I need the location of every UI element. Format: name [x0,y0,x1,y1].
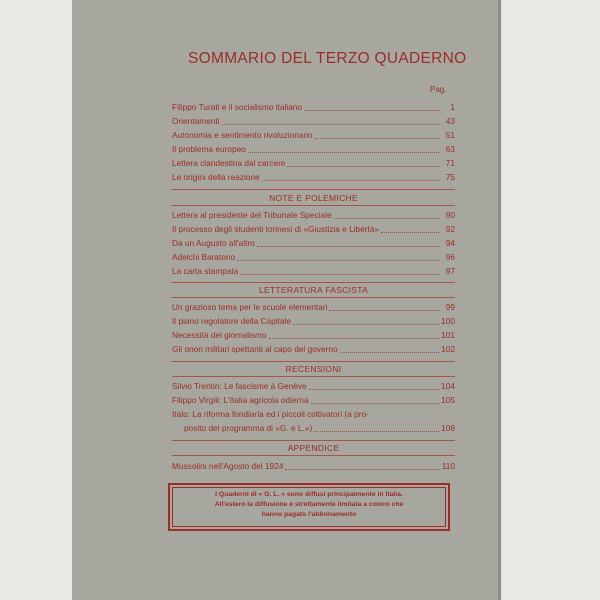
leader-dots [240,266,439,275]
toc-entry-title: Lettera clandestina dal carcere [172,158,286,168]
page-title: SOMMARIO DEL TERZO QUADERNO [188,50,467,67]
leader-dots [293,316,439,325]
toc-entry [172,250,455,264]
toc-entry-title: Necessità del giornalismo [172,330,267,340]
distribution-notice-box [168,483,450,531]
toc-entry-page: 75 [445,172,455,182]
notice-line: All'estero la diffusione è strettamente limitata a coloro che [214,501,404,508]
toc-entry [172,407,455,421]
leader-dots [340,344,439,353]
toc-entry-title: Il problema europeo [172,144,246,154]
toc-entry-title: Orientamenti [172,116,220,126]
section-rule [172,455,455,456]
toc-entry-title: Adelchi Baratono [172,252,236,262]
toc-entry-title: Filippo Turati e il socialismo italiano [172,102,303,112]
toc-entry-page: 96 [445,252,455,262]
leader-dots [285,461,439,470]
leader-dots [309,381,439,390]
leader-dots [314,423,439,432]
toc-entry-page: 63 [445,144,455,154]
toc-entry-page: 106 [441,423,455,433]
toc-entry-title: Autonomia e sentimento rivoluzionario [172,130,313,140]
toc-entry [172,314,455,328]
toc-entry [172,379,455,393]
toc-entry-page: 90 [445,210,455,220]
toc-entry-page: 71 [445,158,455,168]
toc-entry-page: 97 [445,266,455,276]
toc-entry-page: 102 [441,344,455,354]
toc-entry-page: 105 [441,395,455,405]
leader-dots [237,252,439,261]
toc-entry [172,393,455,407]
toc-entry [172,100,455,114]
section-heading: APPENDICE [287,443,340,453]
toc-entry [172,264,455,278]
toc-entry-title: Da un Augusto all'altro [172,238,255,248]
toc-entry [172,328,455,342]
toc-entry-title: Silvio Trentin: Le fascisme à Genève [172,381,307,391]
toc-entry-title: Gli onori militari spettanti al capo del governo [172,344,338,354]
toc-entry-page: 1 [450,102,455,112]
toc-entry-title: Un grazioso tema per le scuole elementari [172,302,328,312]
toc-entry-title: Mussolini nell'Agosto del 1924 [172,461,284,471]
toc-entry-page: 104 [441,381,455,391]
toc-entry-title: Filippo Virgili: L'Italia agricola odierna [172,395,309,405]
toc-entry-title: La carta stampata [172,266,239,276]
toc-entry [172,459,455,473]
section-rule [172,205,455,206]
toc-entry [172,128,455,142]
leader-dots [315,130,439,139]
toc-entry [172,114,455,128]
section-heading: NOTE E POLEMICHE [269,193,358,203]
toc-entry-page: 94 [445,238,455,248]
page-edge [498,0,501,600]
leader-dots [311,395,439,404]
toc-entry [172,170,455,184]
leader-dots [381,224,439,233]
toc-entry-page: 43 [445,116,455,126]
toc-entry [172,236,455,250]
leader-dots [304,102,439,111]
toc-entry-continuation [184,421,455,435]
toc-entry-page: 100 [441,316,455,326]
toc-entry-title: posito del programma di «G. e L.») [184,423,313,433]
toc-entry [172,208,455,222]
notice-line: hanno pagato l'abbonamento [261,511,357,518]
toc-entry-title: Le origini della reazione [172,172,260,182]
leader-dots [334,210,439,219]
toc-entry-title: Lettera al presidente del Tribunale Speciale [172,210,332,220]
section-rule [172,297,455,298]
page-column-label: Pag. [430,85,447,94]
toc-entry [172,222,455,236]
section-heading: RECENSIONI [285,364,342,374]
toc-entry-title: Il piano regolatore della Capitale [172,316,292,326]
toc-entry [172,156,455,170]
section-heading: LETTERATURA FASCISTA [258,285,369,295]
leader-dots [222,116,440,125]
leader-dots [269,330,439,339]
toc-entry-page: 110 [441,461,455,471]
toc-entry [172,342,455,356]
toc-entry [172,142,455,156]
section-rule [172,189,455,190]
leader-dots [287,158,439,167]
toc-entry-page: 101 [441,330,455,340]
leader-dots [257,238,439,247]
toc-entry-page: 92 [445,224,455,234]
toc-entry-page: 51 [445,130,455,140]
leader-dots [329,302,439,311]
leader-dots [262,172,439,181]
toc-entry-title: Il processo degli studenti torinesi di «Giustizia e Libertà» [172,224,380,234]
section-rule [172,376,455,377]
notice-line: I Quaderni di « G. L. » sono diffusi principalmente in Italia. [215,491,403,498]
toc-entry [172,300,455,314]
leader-dots [248,144,439,153]
toc-entry-title: Italo: La riforma fondiaria ed i piccoli coltivatori (a pro- [172,409,369,419]
toc-entry-page: 99 [445,302,455,312]
